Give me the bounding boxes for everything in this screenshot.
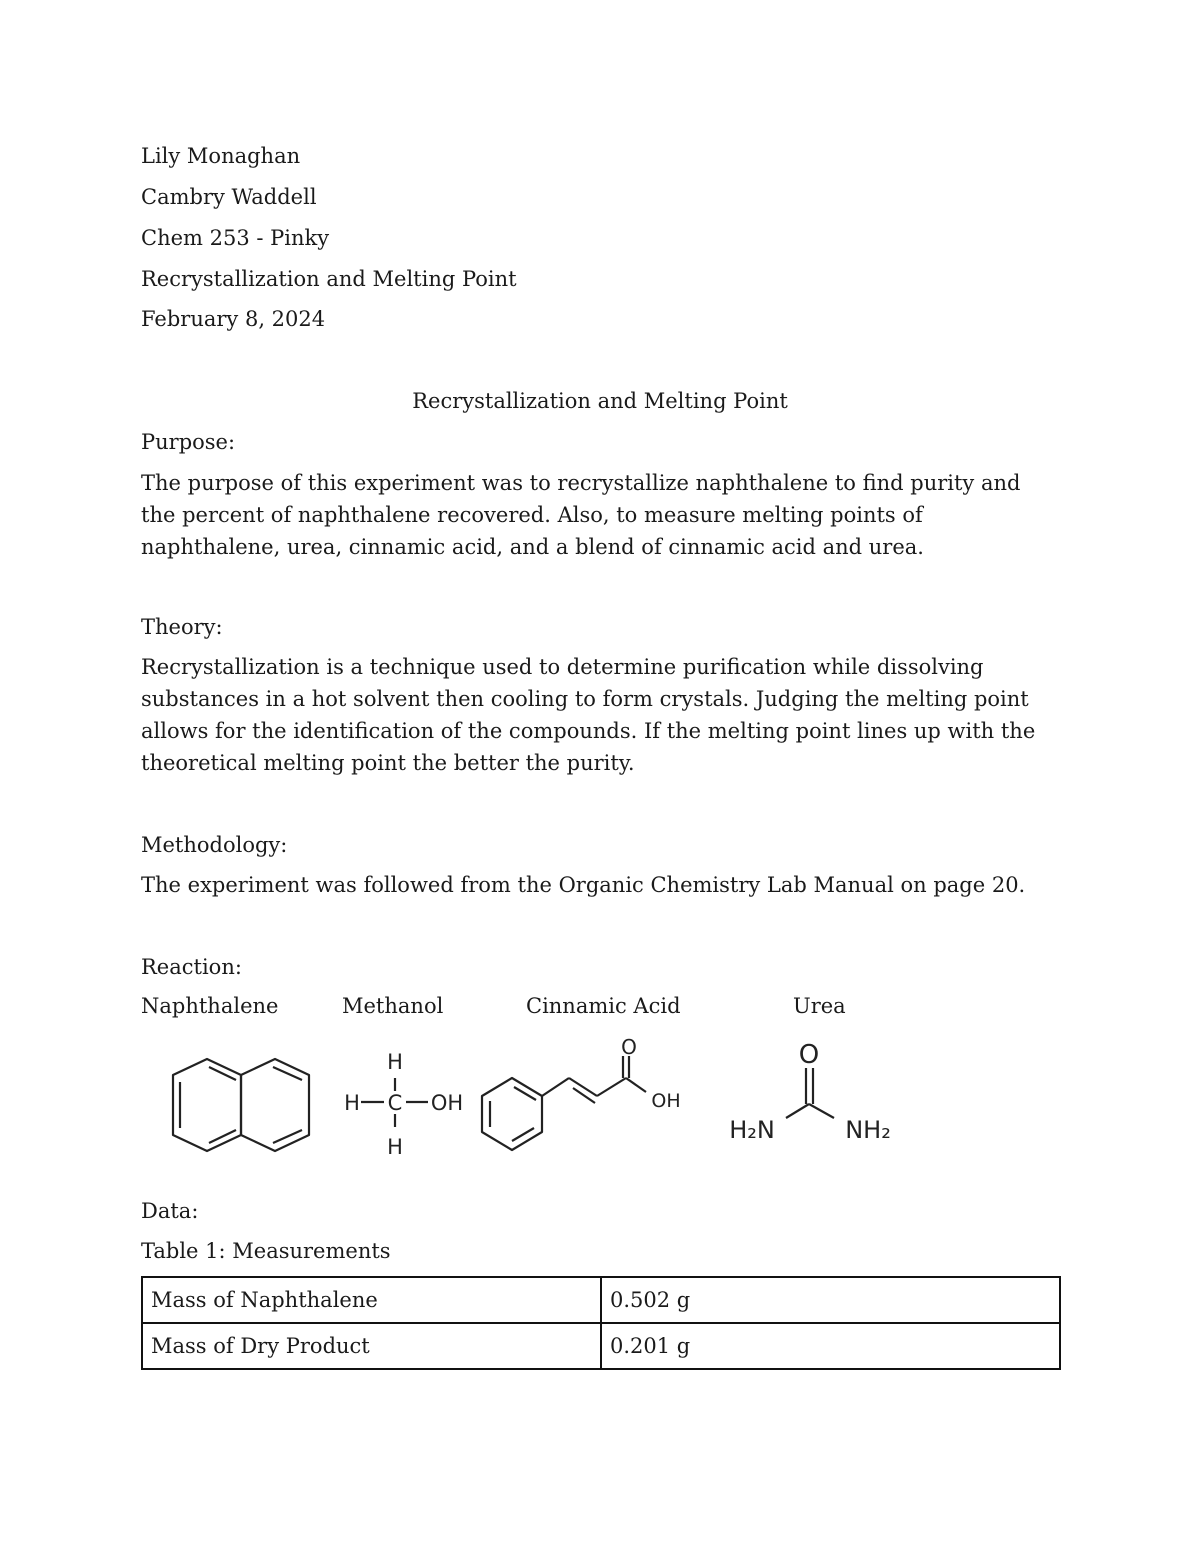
table-cell-value: 0.201 g <box>601 1323 1060 1369</box>
methodology-heading: Methodology: <box>141 833 288 857</box>
urea-atom-o: O <box>798 1040 820 1070</box>
course-name: Chem 253 - Pinky <box>141 226 330 250</box>
methanol-atom-h-bottom: H <box>387 1135 403 1159</box>
table-cell-label: Mass of Dry Product <box>142 1323 601 1369</box>
cinnamic-atom-o: O <box>621 1035 637 1059</box>
table-cell-value: 0.502 g <box>601 1277 1060 1323</box>
methanol-structure <box>338 1044 473 1160</box>
cinnamic-acid-structure <box>476 1034 696 1158</box>
methanol-atom-h-left: H <box>344 1091 360 1115</box>
reaction-heading: Reaction: <box>141 955 242 979</box>
methodology-text: The experiment was followed from the Organic Chemistry Lab Manual on page 20. <box>141 873 1026 897</box>
methanol-atom-h-top: H <box>387 1050 403 1074</box>
cinnamic-atom-oh: OH <box>651 1090 681 1112</box>
methanol-atom-c: C <box>387 1091 403 1115</box>
report-date: February 8, 2024 <box>141 307 326 331</box>
compound-label-naphthalene: Naphthalene <box>141 994 279 1018</box>
urea-atom-nh2-right: NH₂ <box>845 1116 891 1144</box>
methanol-atom-oh: OH <box>430 1091 464 1115</box>
report-title: Recrystallization and Melting Point <box>412 389 788 413</box>
urea-atom-nh2-left: H₂N <box>729 1116 775 1144</box>
urea-structure <box>722 1038 902 1148</box>
data-heading: Data: <box>141 1199 199 1223</box>
purpose-text: The purpose of this experiment was to recrystallize naphthalene to find purity and the percent of naphthalene recovered. Also, to measure melting points of naphthalene, urea, cinnamic acid, and a blend of cinnamic acid and urea. <box>141 471 1021 559</box>
table-row <box>142 1323 1060 1369</box>
compound-label-cinnamic-acid: Cinnamic Acid <box>526 994 681 1018</box>
compound-label-urea: Urea <box>793 994 846 1018</box>
purpose-heading: Purpose: <box>141 430 236 454</box>
measurements-table <box>141 1276 1061 1370</box>
theory-heading: Theory: <box>141 615 223 639</box>
naphthalene-structure <box>158 1052 328 1158</box>
partner-name: Cambry Waddell <box>141 185 317 209</box>
table-caption: Table 1: Measurements <box>141 1239 391 1263</box>
table-cell-label: Mass of Naphthalene <box>142 1277 601 1323</box>
table-row <box>142 1277 1060 1323</box>
theory-text: Recrystallization is a technique used to determine purification while dissolving substances in a hot solvent then cooling to form crystals. Judging the melting point allows for the identification of the compounds. If the melting point lines up with the theoretical melting point the better the purity. <box>141 655 1036 775</box>
lab-name: Recrystallization and Melting Point <box>141 267 517 291</box>
author-name: Lily Monaghan <box>141 144 301 168</box>
compound-label-methanol: Methanol <box>342 994 444 1018</box>
